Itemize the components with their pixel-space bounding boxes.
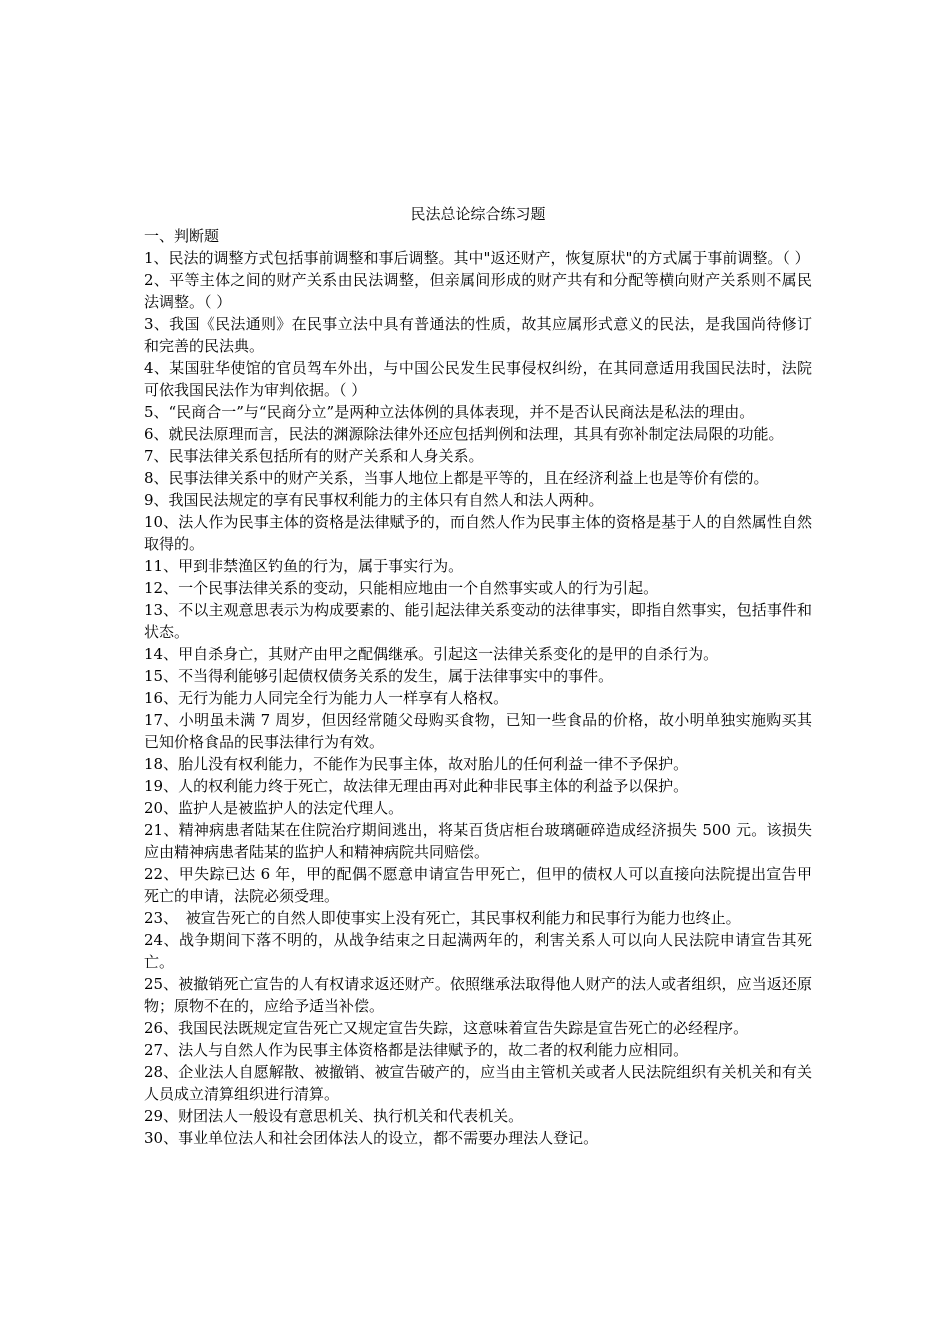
question-item: 19、人的权利能力终于死亡，故法律无理由再对此种非民事主体的利益予以保护。	[144, 777, 689, 795]
question-item: 5、“民商合一”与“民商分立”是两种立法体例的具体表现，并不是否认民商法是私法的理由。	[144, 403, 755, 421]
question-item: 22、甲失踪已达 6 年，甲的配偶不愿意申请宣告甲死亡，但甲的债权人可以直接向法院提出宣告甲死亡的申请，法院必须受理。	[144, 865, 812, 905]
question-item: 23、 被宣告死亡的自然人即使事实上没有死亡，其民事权利能力和民事行为能力也终止。	[144, 909, 741, 927]
question-item: 9、我国民法规定的享有民事权利能力的主体只有自然人和法人两种。	[144, 491, 604, 509]
question-item: 10、法人作为民事主体的资格是法律赋予的，而自然人作为民事主体的资格是基于人的自然属性自然取得的。	[144, 513, 812, 553]
question-item: 29、财团法人一般设有意思机关、执行机关和代表机关。	[144, 1107, 524, 1125]
question-list	[144, 247, 812, 1149]
question-item: 1、民法的调整方式包括事前调整和事后调整。其中"返还财产，恢复原状"的方式属于事前调整。（ ）	[144, 249, 810, 267]
question-item: 4、某国驻华使馆的官员驾车外出，与中国公民发生民事侵权纠纷，在其同意适用我国民法时，法院可依我国民法作为审判依据。（ ）	[144, 359, 812, 399]
question-item: 2、平等主体之间的财产关系由民法调整，但亲属间形成的财产共有和分配等横向财产关系则不属民法调整。（ ）	[144, 271, 812, 311]
question-item: 13、不以主观意思表示为构成要素的、能引起法律关系变动的法律事实，即指自然事实，包括事件和状态。	[144, 601, 812, 641]
question-item: 16、无行为能力人同完全行为能力人一样享有人格权。	[144, 689, 509, 707]
question-item: 6、就民法原理而言，民法的渊源除法律外还应包括判例和法理，其具有弥补制定法局限的功能。	[144, 425, 784, 443]
section-heading: 一、判断题	[144, 227, 220, 245]
question-item: 15、不当得利能够引起债权债务关系的发生，属于法律事实中的事件。	[144, 667, 614, 685]
question-item: 21、精神病患者陆某在住院治疗期间逃出，将某百货店柜台玻璃砸碎造成经济损失 500 元。该损失应由精神病患者陆某的监护人和精神病院共同赔偿。	[144, 821, 812, 861]
question-item: 14、甲自杀身亡，其财产由甲之配偶继承。引起这一法律关系变化的是甲的自杀行为。	[144, 645, 719, 663]
question-item: 27、法人与自然人作为民事主体资格都是法律赋予的，故二者的权利能力应相同。	[144, 1041, 689, 1059]
question-item: 7、民事法律关系包括所有的财产关系和人身关系。	[144, 447, 484, 465]
question-item: 28、企业法人自愿解散、被撤销、被宣告破产的，应当由主管机关或者人民法院组织有关机关和有关人员成立清算组织进行清算。	[144, 1063, 812, 1103]
question-item: 24、战争期间下落不明的，从战争结束之日起满两年的，利害关系人可以向人民法院申请宣告其死亡。	[144, 931, 812, 971]
question-item: 18、胎儿没有权利能力，不能作为民事主体，故对胎儿的任何利益一律不予保护。	[144, 755, 689, 773]
question-item: 3、我国《民法通则》在民事立法中具有普通法的性质，故其应属形式意义的民法，是我国尚待修订和完善的民法典。	[144, 315, 812, 355]
question-item: 8、民事法律关系中的财产关系，当事人地位上都是平等的，且在经济利益上也是等价有偿的。	[144, 469, 769, 487]
document-page	[144, 203, 812, 1149]
question-item: 30、事业单位法人和社会团体法人的设立，都不需要办理法人登记。	[144, 1129, 599, 1147]
question-item: 20、监护人是被监护人的法定代理人。	[144, 799, 404, 817]
question-item: 11、甲到非禁渔区钓鱼的行为，属于事实行为。	[144, 557, 464, 575]
question-item: 25、被撤销死亡宣告的人有权请求返还财产。依照继承法取得他人财产的法人或者组织，应当返还原物；原物不在的，应给予适当补偿。	[144, 975, 812, 1015]
question-item: 17、小明虽未满 7 周岁，但因经常随父母购买食物，已知一些食品的价格，故小明单独实施购买其已知价格食品的民事法律行为有效。	[144, 711, 812, 751]
document-title: 民法总论综合练习题	[410, 205, 546, 223]
question-item: 26、我国民法既规定宣告死亡又规定宣告失踪，这意味着宣告失踪是宣告死亡的必经程序。	[144, 1019, 749, 1037]
question-item: 12、一个民事法律关系的变动，只能相应地由一个自然事实或人的行为引起。	[144, 579, 659, 597]
